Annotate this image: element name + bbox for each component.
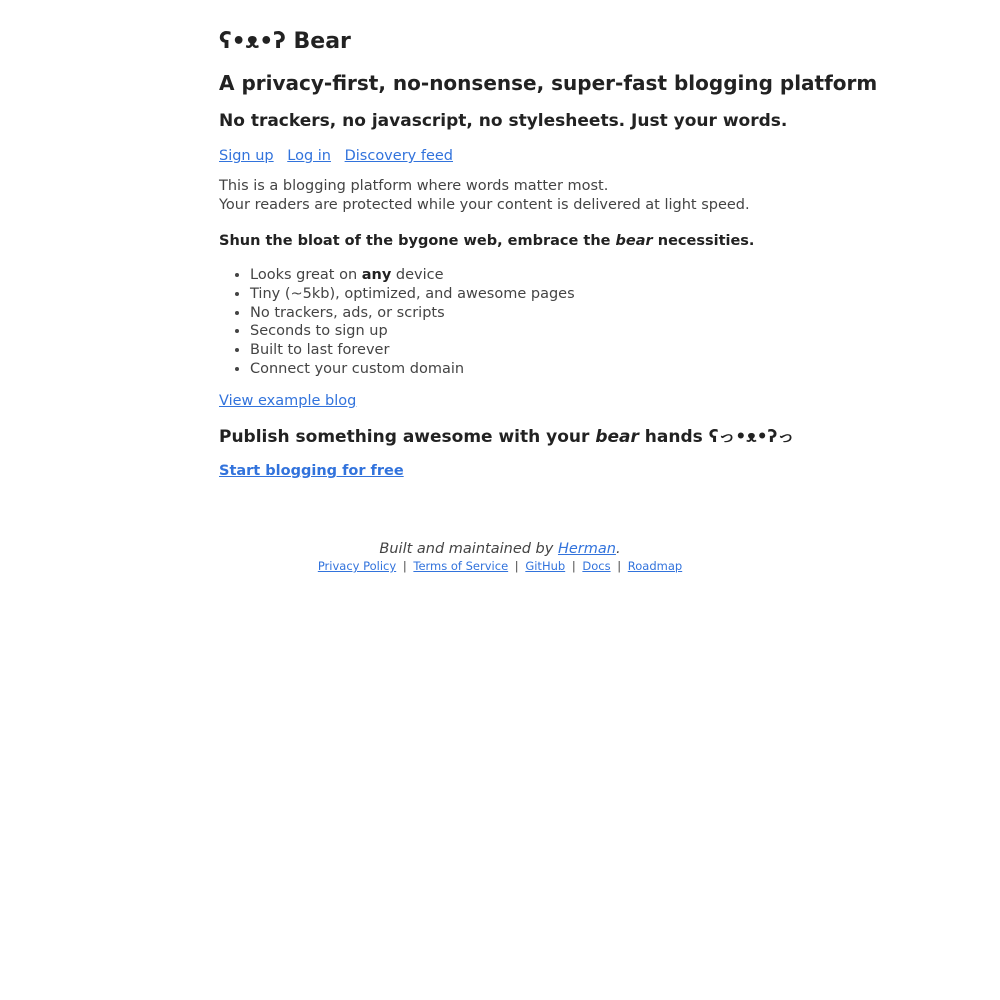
site-logo: ʕ•ᴥ•ʔ Bear (219, 29, 351, 54)
footer-separator: | (617, 559, 622, 573)
footer-credit (0, 539, 1000, 559)
login-link[interactable]: Log in (287, 148, 331, 164)
page-subtagline: No trackers, no javascript, no stylesheets. Just your words. (219, 111, 788, 131)
feature-1-bold: any (361, 267, 392, 283)
feature-1-after: device (391, 267, 444, 283)
discovery-feed-link[interactable]: Discovery feed (344, 148, 453, 164)
footer-separator: | (514, 559, 519, 573)
shun-text-before: Shun the bloat of the bygone web, embrace the (219, 233, 616, 249)
signup-link[interactable]: Sign up (219, 148, 274, 164)
list-item: • No trackers, ads, or scripts (250, 304, 575, 323)
privacy-policy-link[interactable]: Privacy Policy (317, 559, 397, 573)
footer-separator: | (402, 559, 407, 573)
shun-emphasis: bear (615, 233, 653, 249)
list-item: • Tiny (~5kb), optimized, and awesome pages (250, 285, 575, 304)
publish-emphasis: bear (595, 427, 639, 447)
credit-text-after: . (615, 540, 621, 557)
page-tagline: A privacy-first, no-nonsense, super-fast blogging platform (219, 71, 878, 95)
roadmap-link[interactable]: Roadmap (627, 559, 683, 573)
feature-list (219, 266, 575, 379)
publish-text-before: Publish something awesome with your (219, 427, 596, 447)
top-nav (219, 146, 462, 166)
intro-line-2: Your readers are protected while your content is delivered at light speed. (219, 197, 750, 213)
shun-text-after: necessities. (652, 233, 755, 249)
footer-separator: | (571, 559, 576, 573)
publish-text-after: hands ʕっ•ᴥ•ʔっ (638, 427, 795, 447)
list-item: • Seconds to sign up (250, 322, 575, 341)
footer-links (0, 558, 1000, 574)
start-blogging-link[interactable]: Start blogging for free (219, 463, 404, 479)
list-item: • Built to last forever (250, 341, 575, 360)
github-link[interactable]: GitHub (525, 559, 566, 573)
terms-of-service-link[interactable]: Terms of Service (413, 559, 509, 573)
list-item: • Connect your custom domain (250, 360, 575, 379)
herman-link[interactable]: Herman (557, 540, 616, 557)
feature-1-before: Looks great on (250, 267, 362, 283)
docs-link[interactable]: Docs (582, 559, 611, 573)
view-example-blog-link[interactable]: View example blog (219, 393, 357, 409)
intro-line-1: This is a blogging platform where words matter most. (219, 178, 609, 194)
shun-heading (219, 231, 754, 251)
publish-heading (219, 426, 794, 448)
list-item (250, 266, 575, 285)
credit-text-before: Built and maintained by (379, 540, 558, 557)
intro-paragraph (219, 177, 750, 215)
